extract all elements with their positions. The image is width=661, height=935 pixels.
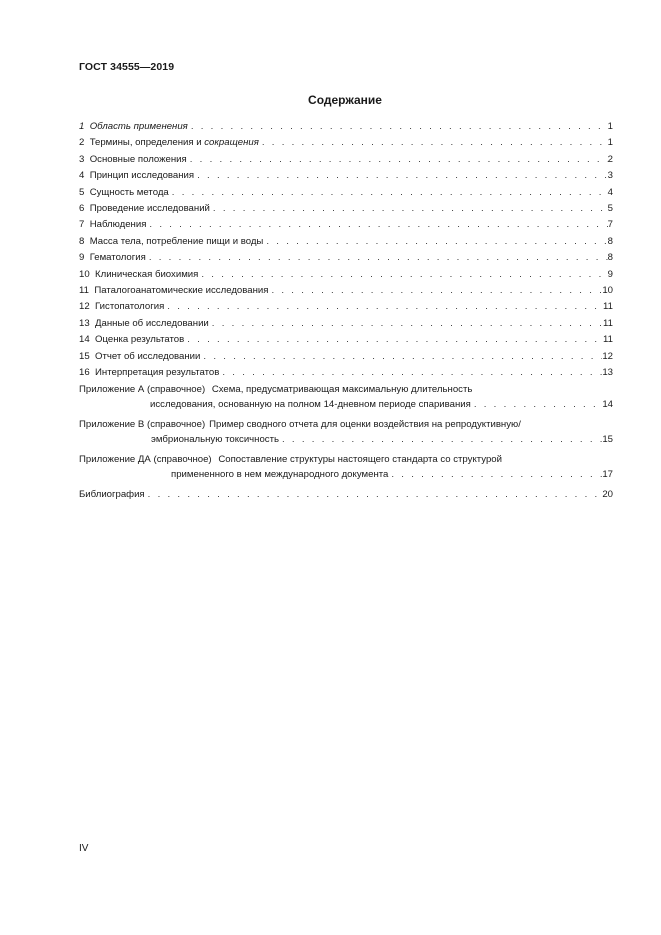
toc-entry-number: 9: [79, 252, 85, 264]
dot-leader: [471, 398, 603, 412]
toc-entry-number: 11: [79, 285, 89, 297]
table-of-contents: [79, 119, 613, 503]
toc-entry-title: Принцип исследования: [89, 170, 195, 182]
toc-entry-title: Масса тела, потребление пищи и воды: [89, 235, 264, 247]
toc-entry-title: Основные положения: [89, 153, 187, 165]
appendix-page: 15: [602, 433, 613, 445]
dot-leader: [210, 201, 608, 217]
dot-leader: [209, 316, 603, 332]
toc-entry-page: 2: [607, 153, 613, 165]
toc-entry-page: 10: [602, 285, 613, 297]
appendix-first-line: [79, 417, 613, 433]
toc-entry-title: Оценка результатов: [95, 334, 185, 346]
toc-entry-title: Клиническая биохимия: [95, 268, 199, 280]
dot-leader: [188, 119, 608, 135]
appendix-label: Приложение А (справочное): [79, 383, 206, 395]
toc-entry-number: 8: [79, 235, 85, 247]
toc-entry-page: 8: [607, 235, 613, 247]
toc-entry-title: Сущность метода: [89, 186, 169, 198]
toc-entry-number: 1: [79, 121, 85, 132]
dot-leader: [146, 217, 607, 233]
dot-leader: [259, 135, 608, 151]
toc-entry-title: Проведение исследований: [89, 203, 210, 215]
toc-entry-page: 20: [602, 488, 613, 500]
toc-entry-title: Интерпретация результатов: [95, 367, 220, 379]
toc-entry-title: Область применения: [89, 121, 188, 132]
toc-entry-page: 12: [602, 350, 613, 362]
toc-entry-number: 5: [79, 186, 85, 198]
toc-entry-title: Термины, определения и сокращения: [89, 137, 259, 149]
toc-title: Содержание: [308, 93, 382, 107]
toc-entry-number: 6: [79, 203, 85, 215]
toc-entry-number: 3: [79, 153, 85, 165]
toc-entry-page: 8: [607, 252, 613, 264]
toc-entry-number: 2: [79, 137, 85, 149]
toc-entry-page: 13: [602, 367, 613, 379]
toc-entry[interactable]: [79, 185, 613, 201]
dot-leader: [164, 299, 603, 315]
toc-entry[interactable]: [79, 234, 613, 250]
dot-leader: [268, 283, 602, 299]
toc-entry-number: 10: [79, 268, 90, 280]
toc-entry[interactable]: [79, 201, 613, 217]
toc-entry-number: 14: [79, 334, 90, 346]
toc-entry-title: Гематология: [89, 252, 146, 264]
toc-entry[interactable]: [79, 135, 613, 151]
appendix-title-line1: Пример сводного отчета для оценки воздействия на репродуктивную/: [209, 418, 521, 430]
dot-leader: [146, 250, 608, 266]
toc-entry-number: 15: [79, 350, 90, 362]
toc-entry[interactable]: [79, 332, 613, 348]
dot-leader: [145, 487, 603, 503]
toc-entry[interactable]: [79, 349, 613, 365]
toc-entry-page: 5: [607, 203, 613, 215]
appendix-title-line1: Сопоставление структуры настоящего стандарта со структурой: [218, 453, 502, 465]
toc-entry[interactable]: [79, 267, 613, 283]
appendix-title-line2: исследования, основанную на полном 14-дневном периоде спаривания: [150, 398, 471, 410]
toc-appendix-b[interactable]: [79, 417, 613, 447]
toc-entry[interactable]: [79, 250, 613, 266]
dot-leader: [200, 349, 602, 365]
appendix-page: 17: [602, 468, 613, 480]
toc-entry-title: Гистопатология: [95, 301, 165, 313]
page-number: IV: [79, 843, 89, 854]
toc-entry-page: 11: [603, 301, 613, 313]
toc-appendix-a[interactable]: [79, 382, 613, 412]
toc-entry-number: 16: [79, 367, 90, 379]
appendix-cont-line: [79, 398, 613, 412]
appendix-first-line: [79, 452, 613, 468]
toc-entry-page: 1: [607, 137, 613, 149]
toc-entry[interactable]: [79, 365, 613, 381]
toc-entry-title: Данные об исследовании: [95, 317, 209, 329]
toc-entry-page: 4: [607, 186, 613, 198]
appendix-page: 14: [602, 398, 613, 410]
appendix-cont-line: [79, 468, 613, 482]
toc-entry[interactable]: [79, 299, 613, 315]
appendix-title-line2: примененного в нем международного документа: [171, 468, 389, 480]
toc-entry-page: 11: [603, 317, 613, 329]
dot-leader: [219, 365, 602, 381]
toc-entry-number: 12: [79, 301, 90, 313]
toc-entry-title: Наблюдения: [89, 219, 147, 231]
toc-entry[interactable]: [79, 217, 613, 233]
dot-leader: [184, 332, 603, 348]
appendix-label: Приложение ДА (справочное): [79, 453, 212, 465]
appendix-title-line1: Схема, предусматривающая максимальную длительность: [211, 383, 473, 395]
toc-entry[interactable]: [79, 168, 613, 184]
toc-entry[interactable]: [79, 152, 613, 168]
dot-leader: [194, 168, 608, 184]
toc-entry-title: Паталогоанатомические исследования: [94, 285, 269, 297]
toc-entry-number: 13: [79, 317, 90, 329]
toc-entry-page: 11: [603, 334, 613, 346]
toc-entry-page: 1: [607, 121, 613, 132]
dot-leader: [388, 468, 602, 482]
toc-entry[interactable]: [79, 316, 613, 332]
toc-entry-number: 7: [79, 219, 85, 231]
toc-entry-page: 3: [607, 170, 613, 182]
appendix-label: Приложение В (справочное): [79, 418, 206, 430]
toc-entry-bibliography[interactable]: [79, 487, 613, 503]
toc-entry-number: 4: [79, 170, 85, 182]
toc-entry-page: 9: [607, 268, 613, 280]
document-header: ГОСТ 34555—2019: [79, 61, 175, 73]
toc-entry[interactable]: [79, 283, 613, 299]
dot-leader: [187, 152, 608, 168]
toc-entry-page: 7: [607, 219, 613, 231]
dot-leader: [263, 234, 607, 250]
appendix-cont-line: [79, 433, 613, 447]
appendix-first-line: [79, 382, 613, 398]
toc-entry-title: Библиография: [79, 488, 145, 500]
toc-entry-title: Отчет об исследовании: [95, 350, 201, 362]
dot-leader: [169, 185, 608, 201]
toc-appendix-da[interactable]: [79, 452, 613, 482]
appendix-title-line2: эмбриональную токсичность: [151, 433, 279, 445]
dot-leader: [198, 267, 607, 283]
toc-entry[interactable]: [79, 119, 613, 135]
dot-leader: [279, 433, 602, 447]
